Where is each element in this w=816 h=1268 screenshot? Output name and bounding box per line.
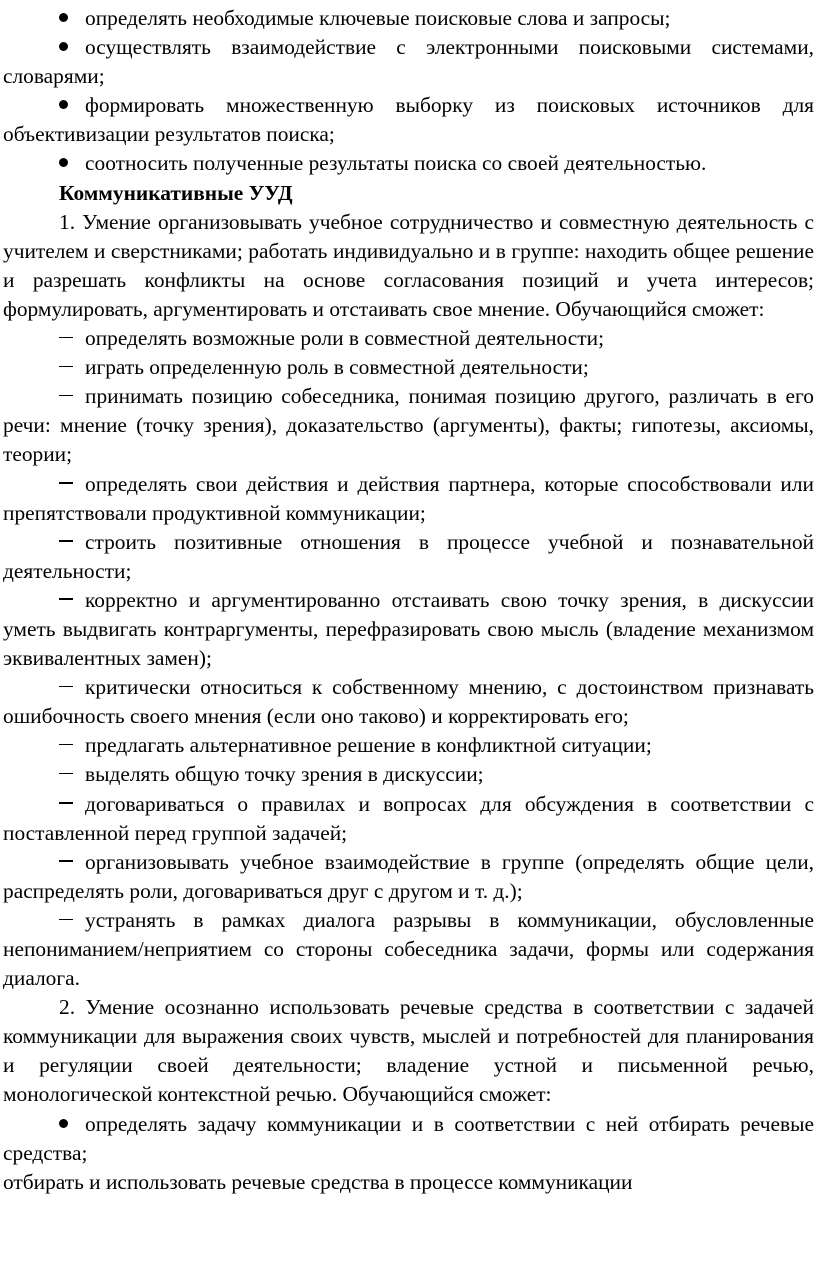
list-item — [3, 906, 814, 993]
list-item-text: осуществлять взаимодействие с электронными поисковыми системами, словарями; — [3, 35, 814, 89]
list-item-text: критически относиться к собственному мнению, с достоинством признавать ошибочность своего мнения (если оно таково) и корректировать его; — [3, 675, 814, 729]
bullet-icon — [59, 42, 68, 51]
dash-icon — [59, 686, 73, 687]
list-item — [3, 586, 814, 673]
paragraph: отбирать и использовать речевые средства в процессе коммуникации — [3, 1169, 633, 1194]
dash-icon — [59, 919, 73, 920]
paragraph: 2. Умение осознанно использовать речевые средства в соответствии с задачей коммуникации для выражения своих чувств, мыслей и потребностей для планирования и регуляции своей деятельности; владение устной и письменной речью, монологической контекстной речью. Обучающийся сможет: — [3, 995, 814, 1107]
paragraph: 1. Умение организовывать учебное сотрудничество и совместную деятельность с учителем и сверстниками; работать индивидуально и в группе: находить общее решение и разрешать конфликты на основе согласования позиций и учета интересов; формулировать, аргументировать и отстаивать свое мнение. Обучающийся сможет: — [3, 209, 814, 321]
dash-icon — [59, 337, 73, 338]
bullet-icon — [59, 158, 68, 167]
list-item — [3, 382, 814, 469]
list-item — [3, 33, 814, 91]
dash-icon — [59, 540, 73, 541]
list-item — [3, 528, 814, 586]
list-item — [3, 760, 814, 789]
list-item-text: определять задачу коммуникации и в соответствии с ней отбирать речевые средства; — [3, 1111, 814, 1165]
list-item — [3, 470, 814, 528]
list-item — [3, 353, 814, 382]
dash-icon — [59, 482, 73, 483]
list-item-text: корректно и аргументированно отстаивать свою точку зрения, в дискуссии уметь выдвигать контраргументы, перефразировать свою мысль (владение механизмом эквивалентных замен); — [3, 587, 814, 671]
list-item — [3, 4, 814, 33]
list-item-text: играть определенную роль в совместной деятельности; — [85, 355, 589, 380]
dash-icon — [59, 744, 73, 745]
list-item — [3, 324, 814, 353]
bullet-icon — [59, 100, 68, 109]
dash-icon — [59, 598, 73, 599]
list-item-text: выделять общую точку зрения в дискуссии; — [85, 762, 484, 787]
list-item — [3, 731, 814, 760]
list-item — [3, 91, 814, 149]
bullet-icon — [59, 13, 68, 22]
dash-icon — [59, 366, 73, 367]
dash-icon — [59, 860, 73, 861]
list-item — [3, 1110, 814, 1168]
list-item — [3, 673, 814, 731]
list-item-text: предлагать альтернативное решение в конфликтной ситуации; — [85, 733, 652, 758]
list-item-text: строить позитивные отношения в процессе учебной и познавательной деятельности; — [3, 529, 814, 583]
list-item-text: определять свои действия и действия партнера, которые способствовали или препятствовали продуктивной коммуникации; — [3, 471, 814, 525]
list-item-text: договариваться о правилах и вопросах для обсуждения в соответствии с поставленной перед группой задачей; — [3, 791, 814, 845]
list-item-text: определять необходимые ключевые поисковые слова и запросы; — [85, 6, 671, 30]
section-heading: Коммуникативные УУД — [59, 180, 293, 205]
list-item — [3, 790, 814, 848]
bullet-icon — [59, 1119, 68, 1128]
list-item — [3, 149, 814, 178]
list-item-text: определять возможные роли в совместной деятельности; — [85, 326, 605, 351]
list-item-text: устранять в рамках диалога разрывы в коммуникации, обусловленные непониманием/неприятием со стороны собеседника задачи, формы или содержания диалога. — [3, 907, 814, 991]
list-item-text: организовывать учебное взаимодействие в группе (определять общие цели, распределять роли, договариваться друг с другом и т. д.); — [3, 849, 814, 903]
dash-icon — [59, 802, 73, 803]
list-item-text: принимать позицию собеседника, понимая позицию другого, различать в его речи: мнение (точку зрения), доказательство (аргументы), факты; гипотезы, аксиомы, теории; — [3, 384, 814, 467]
dash-icon — [59, 773, 73, 774]
dash-icon — [59, 395, 73, 396]
list-item — [3, 848, 814, 906]
list-item-text: формировать множественную выборку из поисковых источников для объективизации результатов поиска; — [3, 93, 814, 147]
list-item-text: соотносить полученные результаты поиска со своей деятельностью. — [85, 151, 707, 176]
